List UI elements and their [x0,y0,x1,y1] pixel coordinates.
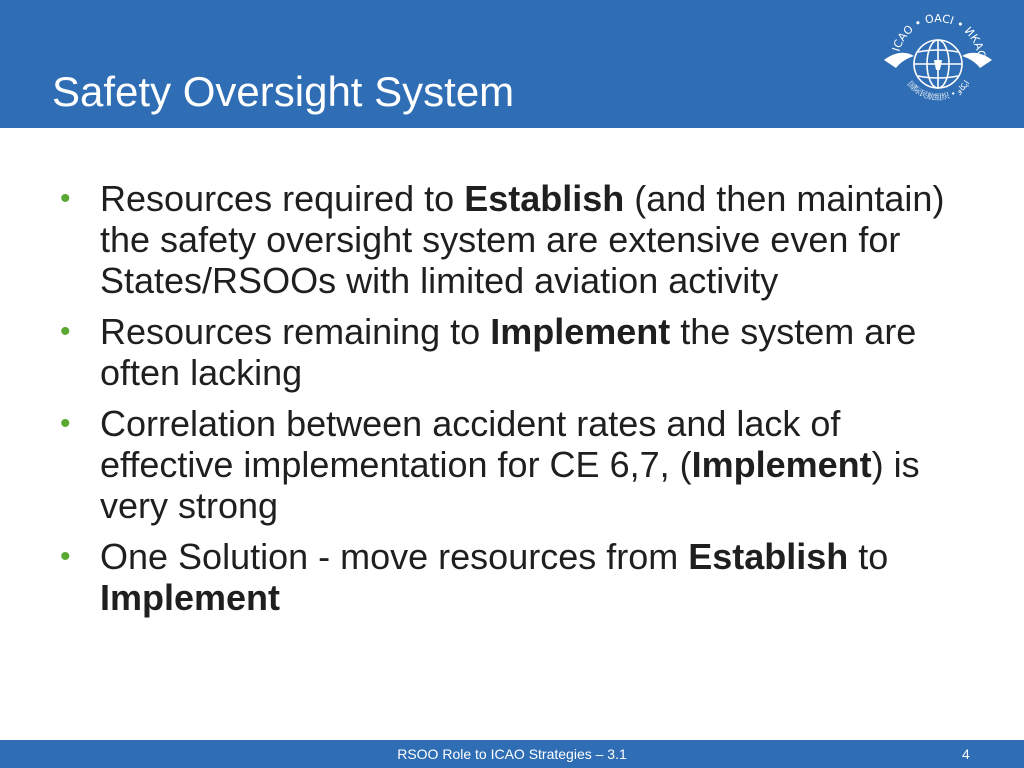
bullet-text: Correlation between accident rates and lack of effective implementation for CE 6,7, ( [100,403,841,485]
bullet-item [60,536,970,618]
bullet-dot-icon: • [60,540,71,573]
bullet-item [60,311,970,393]
bullet-list [60,178,970,618]
page-number: 4 [962,746,970,762]
bullet-emphasis: Establish [464,178,625,219]
bullet-dot-icon: • [60,315,71,348]
slide-header [0,0,1024,128]
bullet-item [60,403,970,526]
bullet-emphasis: Implement [100,577,281,618]
bullet-text: the system are often lacking [100,311,917,393]
bullet-text: to [848,536,889,577]
logo-ring-text: ICAO • OACI • ИКАО [889,11,989,61]
footer-text: RSOO Role to ICAO Strategies – 3.1 [397,746,627,762]
icao-emblem-icon [876,8,1000,120]
bullet-dot-icon: • [60,182,71,215]
bullet-text: Resources required to [100,178,465,219]
bullet-dot-icon: • [60,407,71,440]
bullet-emphasis: Implement [691,444,872,485]
logo-lower-text: 国际民航组织 • ايكاو [905,78,972,102]
bullet-item [60,178,970,301]
slide-title: Safety Oversight System [52,68,515,115]
bullet-emphasis: Implement [490,311,671,352]
bullet-text: ) is very strong [100,444,920,526]
slide-body [60,178,970,628]
bullet-emphasis: Establish [688,536,849,577]
bullet-text: One Solution - move resources from [100,536,689,577]
slide-footer [0,740,1024,768]
bullet-text: Resources remaining to [100,311,491,352]
bullet-text: (and then maintain) the safety oversight system are extensive even for States/RSOOs with limited aviation activity [100,178,945,301]
